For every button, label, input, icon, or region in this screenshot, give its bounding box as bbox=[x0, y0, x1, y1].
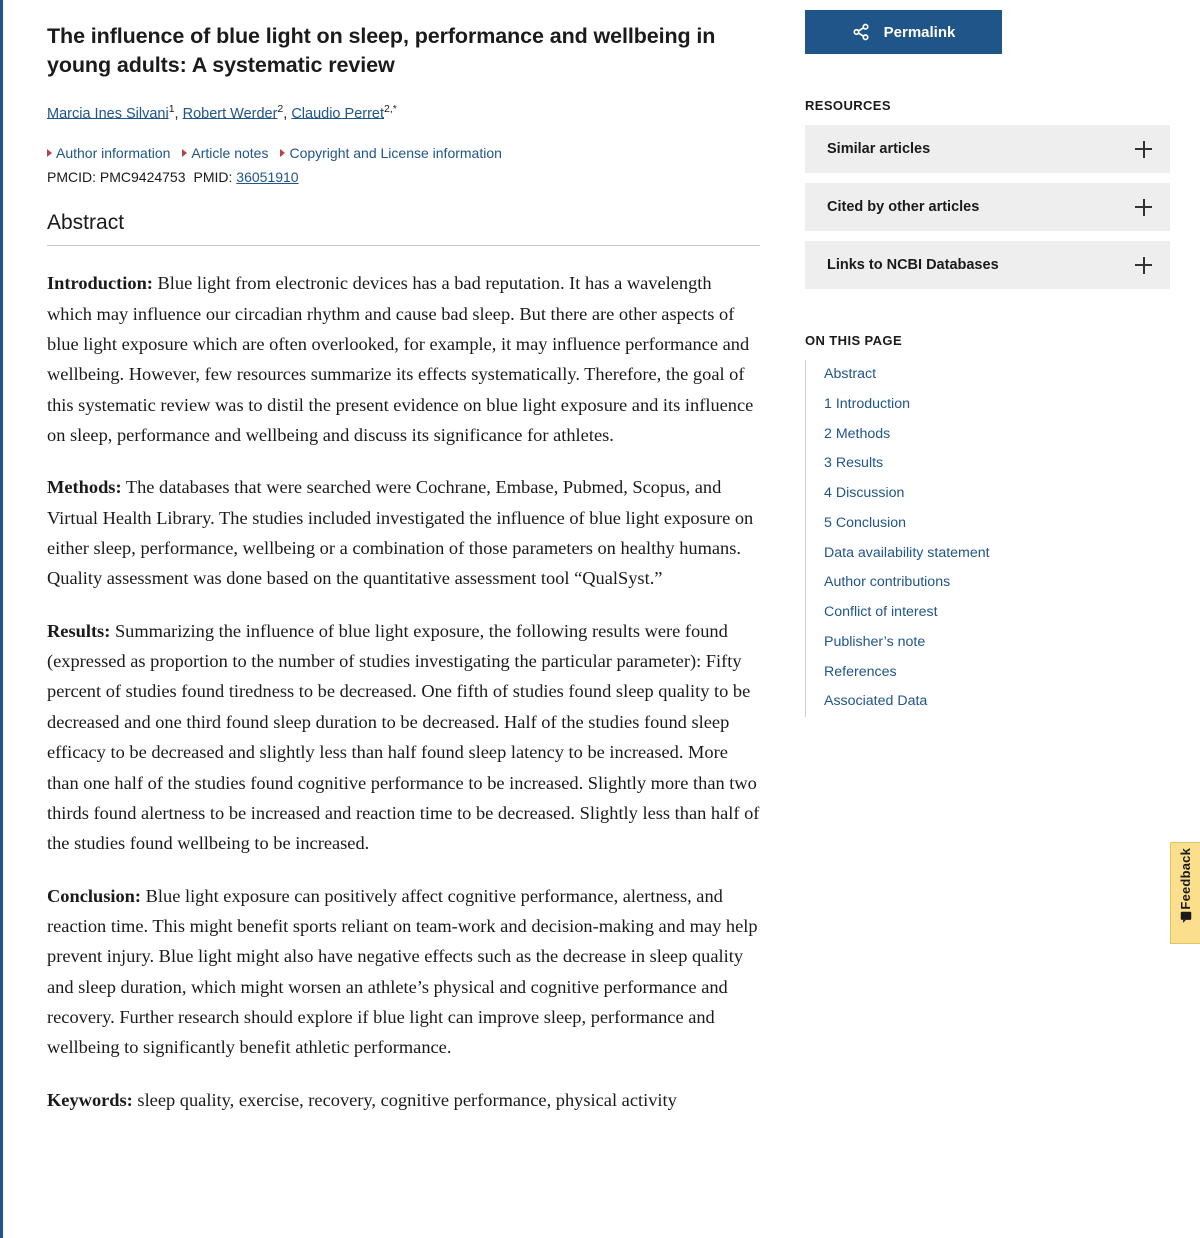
toc-item-publishers-note[interactable]: Publisher’s note bbox=[824, 633, 926, 650]
abstract-paragraph-text: Summarizing the influence of blue light exposure, the following results were found (expressed as proportion to the number of studies investigating the particular parameter): Fifty percent of studies found tiredness to be decreased. One fifth of studies found sleep quality to be decreased and one third found sleep duration to be decreased. Half of the studies found sleep efficacy to be decreased and slightly less than half found sleep latency to be increased. More than one half of the studies found cognitive performance to be increased. Slightly more than two thirds found alertness to be increased and reaction time to be decreased. Slightly less than half of the studies found wellbeing to be increased. bbox=[47, 620, 760, 854]
abstract-paragraph-lead: Conclusion: bbox=[47, 885, 142, 906]
abstract-paragraph bbox=[47, 472, 760, 593]
author-information-label: Author information bbox=[56, 145, 171, 162]
copyright-license-label: Copyright and License information bbox=[289, 145, 502, 162]
article-notes-label: Article notes bbox=[191, 145, 269, 162]
author-link[interactable]: Claudio Perret bbox=[291, 105, 385, 122]
accordion-label: Links to NCBI Databases bbox=[827, 257, 999, 273]
share-icon bbox=[852, 23, 870, 41]
copyright-license-toggle[interactable] bbox=[280, 145, 501, 161]
plus-icon bbox=[1135, 257, 1152, 274]
triangle-right-icon bbox=[280, 149, 285, 157]
abstract-paragraph-lead: Methods: bbox=[47, 477, 122, 498]
author-affiliation-marker: 1 bbox=[168, 102, 175, 115]
author-separator: , bbox=[283, 105, 288, 122]
toc-item-author-contributions[interactable]: Author contributions bbox=[824, 574, 951, 591]
article-meta-links bbox=[47, 145, 760, 161]
article-identifiers bbox=[47, 169, 760, 185]
abstract-paragraph bbox=[47, 616, 760, 859]
plus-icon bbox=[1135, 199, 1152, 216]
pmcid-value: PMC9424753 bbox=[99, 169, 186, 186]
accordion-cited-by-other-articles[interactable] bbox=[805, 183, 1170, 231]
toc-item-discussion[interactable]: 4 Discussion bbox=[824, 485, 905, 501]
author-information-toggle[interactable] bbox=[47, 145, 170, 161]
author-affiliation-marker: 2,* bbox=[384, 102, 397, 115]
toc-item-conflict-of-interest[interactable]: Conflict of interest bbox=[824, 604, 938, 620]
resources-heading: RESOURCES bbox=[805, 98, 891, 113]
pmcid-label: PMCID: bbox=[47, 169, 96, 186]
permalink-label: Permalink bbox=[883, 23, 956, 41]
toc-item-references[interactable]: References bbox=[824, 663, 897, 680]
abstract-heading: Abstract bbox=[47, 211, 760, 246]
toc-item-abstract[interactable]: Abstract bbox=[824, 366, 877, 382]
abstract-paragraph bbox=[47, 268, 760, 450]
article-notes-toggle[interactable] bbox=[182, 145, 268, 161]
feedback-icon bbox=[1179, 910, 1193, 929]
plus-icon bbox=[1135, 141, 1152, 158]
feedback-label: Feedback bbox=[1178, 848, 1193, 910]
on-this-page-heading: ON THIS PAGE bbox=[805, 333, 903, 348]
on-this-page-toc bbox=[805, 360, 1170, 717]
keywords-lead: Keywords: bbox=[47, 1089, 133, 1110]
toc-item-associated-data[interactable]: Associated Data bbox=[824, 693, 928, 710]
author-separator: , bbox=[174, 105, 179, 122]
pmid-link[interactable]: 36051910 bbox=[236, 169, 299, 186]
keywords-paragraph bbox=[47, 1085, 760, 1115]
permalink-button[interactable] bbox=[805, 10, 1002, 54]
pmid-label: PMID: bbox=[193, 169, 233, 186]
abstract-paragraph-lead: Results: bbox=[47, 620, 111, 641]
page-left-accent-rule bbox=[0, 0, 3, 1238]
abstract-paragraph-text: Blue light exposure can positively affect cognitive performance, alertness, and reaction time. This might benefit sports reliant on team-work and decision-making and may help prevent injury. Blue light might also have negative effects such as the decrease in sleep quality and sleep duration, which might worsen an athlete’s physical and cognitive performance and recovery. Further research should explore if blue light can improve sleep, performance and wellbeing to significantly benefit athletic performance. bbox=[47, 885, 758, 1058]
abstract-body bbox=[47, 268, 760, 1115]
toc-item-results[interactable]: 3 Results bbox=[824, 455, 884, 472]
author-link[interactable]: Marcia Ines Silvani bbox=[47, 105, 169, 122]
abstract-paragraph-text: Blue light from electronic devices has a bad reputation. It has a wavelength which may influence our circadian rhythm and cause bad sleep. But there are other aspects of blue light exposure which are often overlooked, for example, it may influence performance and wellbeing. However, few resources summarize its effects systematically. Therefore, the goal of this systematic review was to distil the present evidence on blue light exposure and its influence on sleep, performance and wellbeing and discuss its significance for athletes. bbox=[47, 273, 754, 445]
triangle-right-icon bbox=[182, 149, 187, 157]
article-sidebar bbox=[790, 0, 1200, 1238]
toc-item-data-availability-statement[interactable]: Data availability statement bbox=[824, 544, 990, 561]
accordion-similar-articles[interactable] bbox=[805, 125, 1170, 173]
author-list bbox=[47, 102, 760, 126]
author-affiliation-marker: 2 bbox=[277, 102, 284, 115]
keywords-text: sleep quality, exercise, recovery, cognitive performance, physical activity bbox=[132, 1089, 677, 1110]
abstract-paragraph-text: The databases that were searched were Cochrane, Embase, Pubmed, Scopus, and Virtual Health Library. The studies included investigated the influence of blue light exposure on either sleep, performance, wellbeing or a combination of those parameters on healthy humans. Quality assessment was done based on the quantitative assessment tool “QualSyst.” bbox=[47, 477, 754, 589]
author-link[interactable]: Robert Werder bbox=[182, 105, 278, 122]
abstract-paragraph-lead: Introduction: bbox=[47, 273, 153, 294]
accordion-links-to-ncbi-databases[interactable] bbox=[805, 241, 1170, 289]
feedback-tab[interactable] bbox=[1170, 842, 1200, 944]
triangle-right-icon bbox=[47, 149, 52, 157]
page-title: The influence of blue light on sleep, performance and wellbeing in young adults: A systematic review bbox=[47, 24, 716, 77]
abstract-paragraph bbox=[47, 881, 760, 1063]
toc-item-methods[interactable]: 2 Methods bbox=[824, 425, 891, 442]
toc-item-conclusion[interactable]: 5 Conclusion bbox=[824, 514, 907, 531]
accordion-label: Similar articles bbox=[827, 141, 931, 157]
toc-item-introduction[interactable]: 1 Introduction bbox=[824, 395, 910, 412]
accordion-label: Cited by other articles bbox=[827, 199, 980, 215]
